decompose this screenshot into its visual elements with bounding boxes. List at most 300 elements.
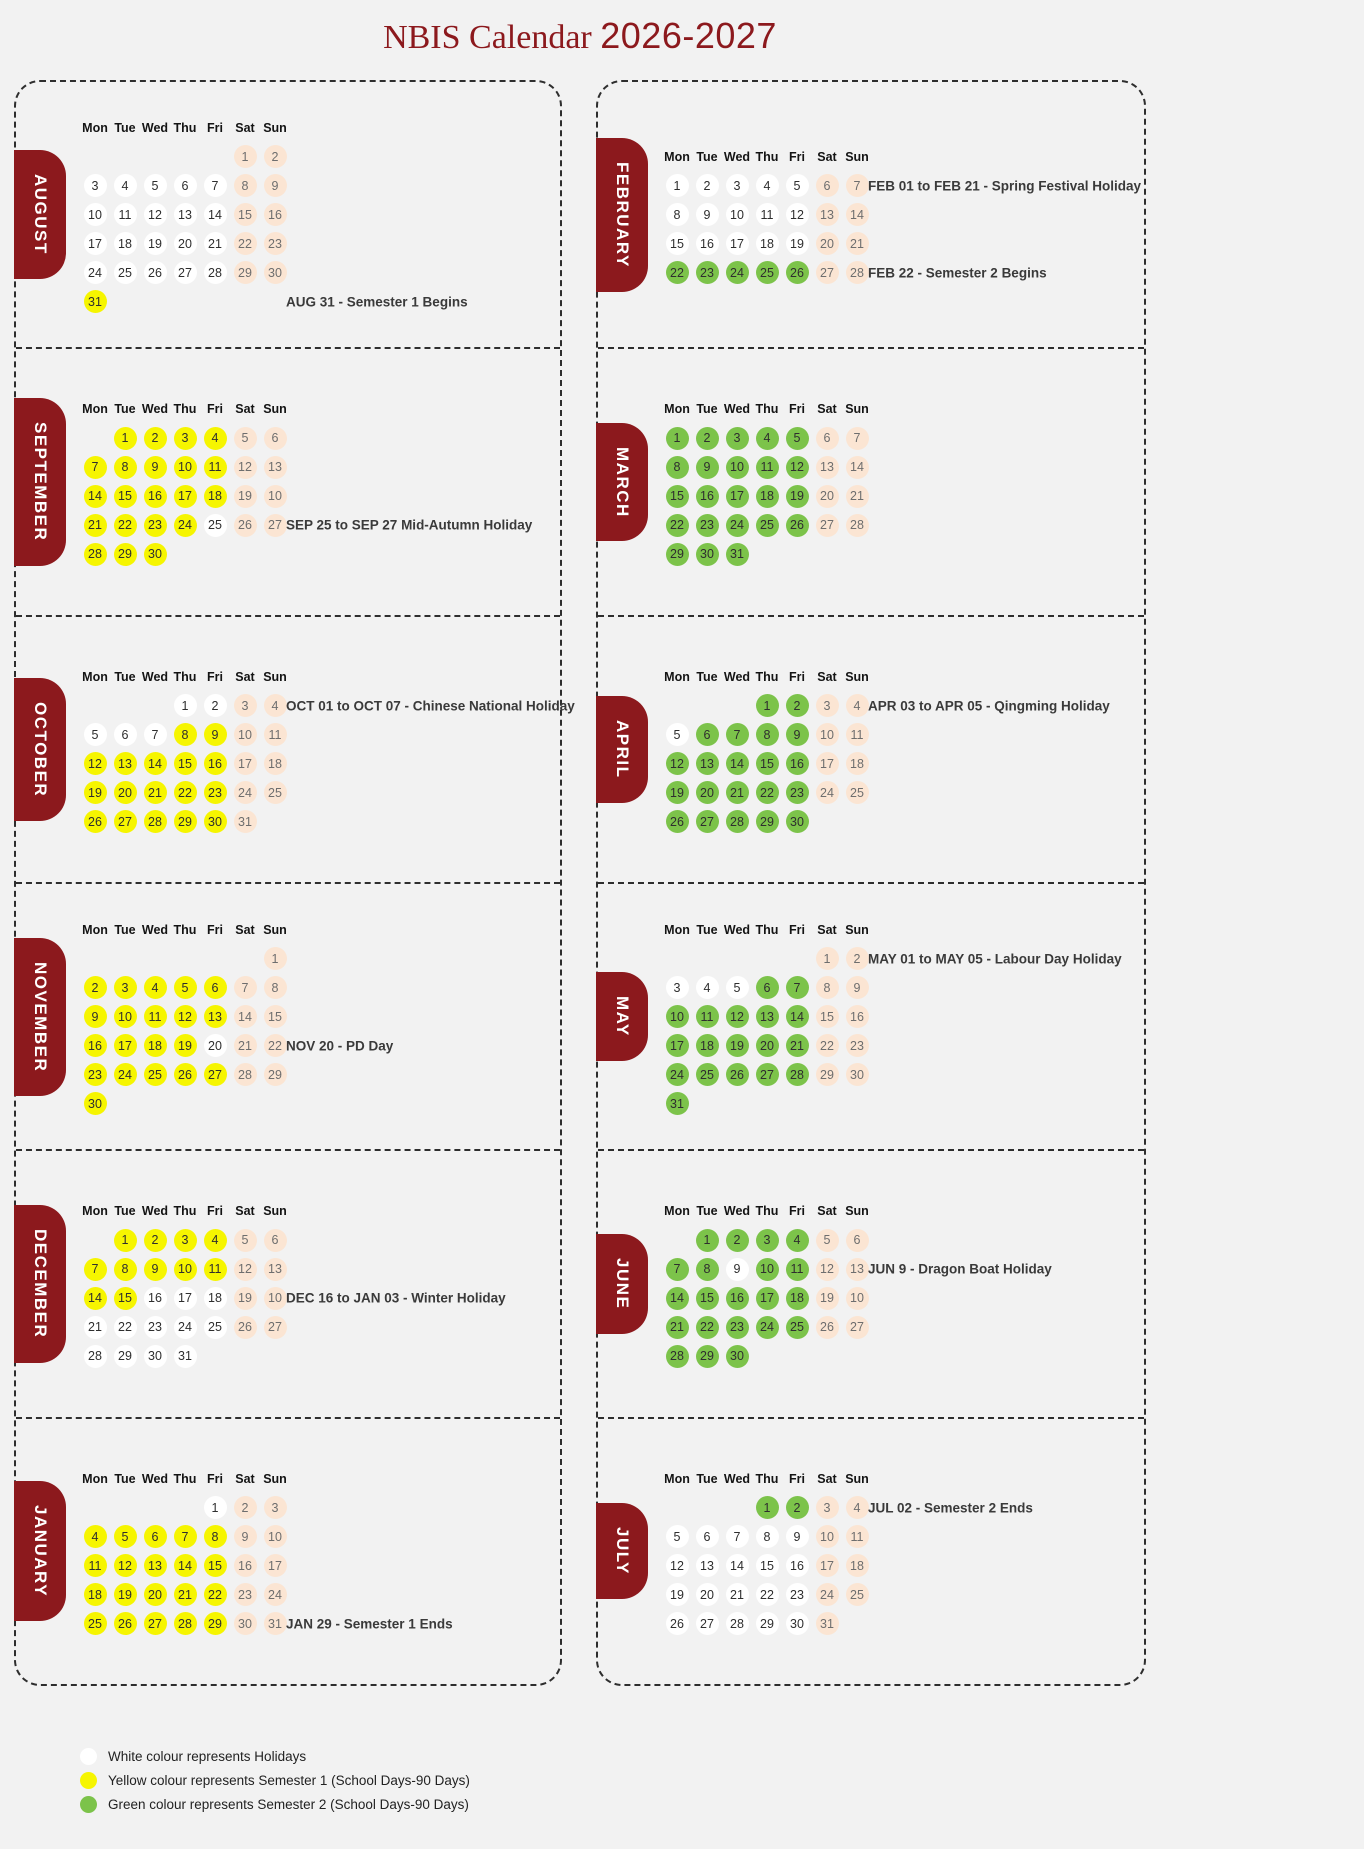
day-cell xyxy=(110,145,140,168)
day-cell xyxy=(812,1258,842,1281)
day-cell xyxy=(140,203,170,226)
day-cell xyxy=(80,1229,110,1252)
day-circle: 16 xyxy=(786,1554,809,1577)
weekday-label: Mon xyxy=(664,1471,690,1486)
day-cell xyxy=(110,1525,140,1548)
day-circle: 15 xyxy=(174,752,197,775)
day-circle: 19 xyxy=(234,485,257,508)
week-row xyxy=(662,424,872,453)
day-cell xyxy=(722,543,752,566)
day-circle: 14 xyxy=(84,1287,107,1310)
day-empty xyxy=(234,1092,257,1115)
day-circle: 5 xyxy=(84,723,107,746)
day-cell xyxy=(170,1258,200,1281)
week-row xyxy=(80,973,290,1002)
day-cell xyxy=(200,1005,230,1028)
weekday-label: Fri xyxy=(789,1204,805,1219)
day-circle: 5 xyxy=(786,174,809,197)
day-empty xyxy=(204,1092,227,1115)
day-circle: 21 xyxy=(846,232,869,255)
day-cell xyxy=(782,947,812,970)
day-circle: 29 xyxy=(816,1063,839,1086)
day-circle: 10 xyxy=(114,1005,137,1028)
month-february xyxy=(598,82,1144,347)
day-circle: 3 xyxy=(114,976,137,999)
month-note: FEB 22 - Semester 2 Begins xyxy=(868,265,1047,281)
weekday-label: Tue xyxy=(696,669,718,684)
day-cell xyxy=(230,976,260,999)
day-circle: 1 xyxy=(666,174,689,197)
day-cell xyxy=(722,485,752,508)
day-cell xyxy=(140,1583,170,1606)
day-cell xyxy=(842,1287,872,1310)
day-cell xyxy=(260,1583,290,1606)
day-empty xyxy=(174,947,197,970)
month-april xyxy=(598,615,1144,882)
day-cell xyxy=(170,261,200,284)
day-circle: 26 xyxy=(144,261,167,284)
day-circle: 22 xyxy=(666,514,689,537)
day-cell xyxy=(782,1258,812,1281)
day-circle: 19 xyxy=(666,1583,689,1606)
day-cell xyxy=(662,1525,692,1548)
month-tab: MARCH xyxy=(596,423,648,542)
day-cell xyxy=(200,203,230,226)
day-circle: 2 xyxy=(204,694,227,717)
day-circle: 28 xyxy=(84,543,107,566)
day-circle: 29 xyxy=(234,261,257,284)
day-cell xyxy=(140,1316,170,1339)
weekday-label: Wed xyxy=(723,1204,751,1219)
day-empty xyxy=(666,947,689,970)
day-circle: 11 xyxy=(786,1258,809,1281)
day-cell xyxy=(722,1034,752,1057)
day-circle: 30 xyxy=(84,1092,107,1115)
day-cell xyxy=(80,1612,110,1635)
day-circle: 25 xyxy=(204,1316,227,1339)
day-circle: 21 xyxy=(846,485,869,508)
weekday-label: Mon xyxy=(82,669,108,684)
day-circle: 27 xyxy=(264,1316,287,1339)
day-cell xyxy=(80,261,110,284)
weekday-header xyxy=(662,395,872,424)
day-empty xyxy=(84,145,107,168)
weekday-label: Thu xyxy=(755,1471,779,1486)
week-row xyxy=(80,1226,290,1255)
day-cell xyxy=(782,485,812,508)
day-circle: 12 xyxy=(816,1258,839,1281)
day-cell xyxy=(662,174,692,197)
day-empty xyxy=(234,1345,257,1368)
day-circle: 23 xyxy=(696,261,719,284)
day-circle: 5 xyxy=(174,976,197,999)
day-circle: 23 xyxy=(786,781,809,804)
day-cell xyxy=(692,1287,722,1310)
day-cell xyxy=(170,1034,200,1057)
day-empty xyxy=(666,1229,689,1252)
weekday-label: Sun xyxy=(845,1204,869,1219)
day-circle: 15 xyxy=(114,1287,137,1310)
day-circle: 23 xyxy=(144,1316,167,1339)
weekday-label: Wed xyxy=(141,120,169,135)
weekday-label: Fri xyxy=(207,120,223,135)
legend-row-holidays xyxy=(80,1744,1364,1768)
day-circle: 8 xyxy=(204,1525,227,1548)
day-cell xyxy=(170,232,200,255)
day-cell xyxy=(692,232,722,255)
legend-row-semester2 xyxy=(80,1792,1364,1816)
day-empty xyxy=(114,947,137,970)
week-row xyxy=(80,720,290,749)
day-cell xyxy=(662,485,692,508)
day-circle: 22 xyxy=(204,1583,227,1606)
week-row xyxy=(662,1226,872,1255)
day-cell xyxy=(692,1063,722,1086)
day-circle: 26 xyxy=(816,1316,839,1339)
week-row xyxy=(80,1002,290,1031)
week-row xyxy=(662,482,872,511)
week-row xyxy=(662,200,872,229)
weekday-label: Wed xyxy=(723,922,751,937)
day-cell xyxy=(812,1034,842,1057)
day-cell xyxy=(230,232,260,255)
day-circle: 29 xyxy=(666,543,689,566)
day-circle: 19 xyxy=(816,1287,839,1310)
month-note: APR 03 to APR 05 - Qingming Holiday xyxy=(868,698,1110,714)
day-cell xyxy=(200,232,230,255)
month-tab: SEPTEMBER xyxy=(14,398,66,565)
day-circle: 12 xyxy=(84,752,107,775)
holiday-color-dot xyxy=(80,1748,97,1765)
day-circle: 11 xyxy=(696,1005,719,1028)
week-row xyxy=(80,1089,290,1118)
day-cell xyxy=(110,1316,140,1339)
day-empty xyxy=(264,810,287,833)
day-circle: 14 xyxy=(144,752,167,775)
weekday-label: Sat xyxy=(817,922,837,937)
day-cell xyxy=(812,1525,842,1548)
day-cell xyxy=(80,232,110,255)
day-circle: 4 xyxy=(756,174,779,197)
day-circle: 27 xyxy=(174,261,197,284)
day-circle: 23 xyxy=(144,514,167,537)
month-note: SEP 25 to SEP 27 Mid-Autumn Holiday xyxy=(286,517,533,533)
day-cell xyxy=(692,723,722,746)
day-empty xyxy=(84,1229,107,1252)
week-row xyxy=(662,778,872,807)
day-cell xyxy=(722,1005,752,1028)
day-circle: 5 xyxy=(234,427,257,450)
week-row xyxy=(80,1313,290,1342)
day-circle: 13 xyxy=(264,456,287,479)
day-circle: 21 xyxy=(726,1583,749,1606)
day-cell xyxy=(842,485,872,508)
day-circle: 2 xyxy=(696,427,719,450)
weekday-label: Mon xyxy=(664,669,690,684)
day-cell xyxy=(200,145,230,168)
day-empty xyxy=(816,543,839,566)
day-circle: 9 xyxy=(786,1525,809,1548)
day-cell xyxy=(110,232,140,255)
week-row xyxy=(662,1551,872,1580)
day-circle: 13 xyxy=(174,203,197,226)
day-circle: 12 xyxy=(234,456,257,479)
day-cell xyxy=(230,145,260,168)
day-circle: 3 xyxy=(726,427,749,450)
day-circle: 9 xyxy=(84,1005,107,1028)
month-december xyxy=(16,1149,560,1416)
day-circle: 4 xyxy=(204,427,227,450)
day-cell xyxy=(140,810,170,833)
day-cell xyxy=(80,1316,110,1339)
day-cell xyxy=(260,752,290,775)
day-circle: 22 xyxy=(174,781,197,804)
week-row xyxy=(662,973,872,1002)
month-grid xyxy=(80,662,575,836)
day-circle: 18 xyxy=(756,485,779,508)
day-circle: 23 xyxy=(264,232,287,255)
month-note: NOV 20 - PD Day xyxy=(286,1038,394,1054)
day-circle: 6 xyxy=(816,174,839,197)
legend-label: Green colour represents Semester 2 (School Days-90 Days) xyxy=(108,1796,469,1812)
day-circle: 10 xyxy=(666,1005,689,1028)
week-row xyxy=(662,720,872,749)
day-circle: 5 xyxy=(666,723,689,746)
day-circle: 17 xyxy=(264,1554,287,1577)
day-circle: 27 xyxy=(756,1063,779,1086)
day-cell xyxy=(80,1258,110,1281)
day-circle: 18 xyxy=(264,752,287,775)
day-cell xyxy=(140,1496,170,1519)
month-tab: NOVEMBER xyxy=(14,938,66,1096)
day-circle: 19 xyxy=(84,781,107,804)
day-cell xyxy=(842,781,872,804)
day-circle: 22 xyxy=(666,261,689,284)
month-grid xyxy=(80,395,533,569)
day-circle: 7 xyxy=(846,174,869,197)
day-cell xyxy=(812,1554,842,1577)
week-row xyxy=(662,1493,1033,1522)
day-circle: 7 xyxy=(234,976,257,999)
day-cell xyxy=(230,203,260,226)
day-cell xyxy=(662,514,692,537)
day-cell xyxy=(662,261,692,284)
weekday-label: Tue xyxy=(696,149,718,164)
day-cell xyxy=(692,1554,722,1577)
day-cell xyxy=(692,810,722,833)
day-circle: 10 xyxy=(846,1287,869,1310)
day-cell xyxy=(662,1092,692,1115)
day-cell xyxy=(110,1345,140,1368)
day-circle: 2 xyxy=(144,1229,167,1252)
day-cell xyxy=(140,1034,170,1057)
day-empty xyxy=(144,1496,167,1519)
day-empty xyxy=(234,290,257,313)
day-circle: 4 xyxy=(846,1496,869,1519)
day-cell xyxy=(80,1525,110,1548)
weekday-label: Thu xyxy=(755,1204,779,1219)
semester2-color-dot xyxy=(80,1796,97,1813)
day-cell xyxy=(200,261,230,284)
day-circle: 18 xyxy=(696,1034,719,1057)
month-note: OCT 01 to OCT 07 - Chinese National Holiday xyxy=(286,698,575,714)
day-circle: 10 xyxy=(756,1258,779,1281)
day-cell xyxy=(140,543,170,566)
day-cell xyxy=(80,427,110,450)
day-circle: 8 xyxy=(234,174,257,197)
day-cell xyxy=(782,781,812,804)
day-circle: 5 xyxy=(144,174,167,197)
day-cell xyxy=(842,1554,872,1577)
day-cell xyxy=(752,1612,782,1635)
day-cell xyxy=(722,203,752,226)
day-empty xyxy=(726,947,749,970)
day-cell xyxy=(200,1554,230,1577)
day-cell xyxy=(842,1229,872,1252)
day-circle: 11 xyxy=(114,203,137,226)
day-cell xyxy=(110,1612,140,1635)
day-circle: 30 xyxy=(234,1612,257,1635)
day-circle: 18 xyxy=(786,1287,809,1310)
day-cell xyxy=(782,1287,812,1310)
day-cell xyxy=(782,1229,812,1252)
day-cell xyxy=(110,261,140,284)
week-row xyxy=(662,807,872,836)
legend-row-semester1 xyxy=(80,1768,1364,1792)
day-cell xyxy=(110,810,140,833)
day-cell xyxy=(110,1005,140,1028)
day-circle: 2 xyxy=(696,174,719,197)
day-cell xyxy=(260,1063,290,1086)
day-cell xyxy=(80,1583,110,1606)
day-circle: 29 xyxy=(756,1612,779,1635)
day-cell xyxy=(842,1612,872,1635)
day-empty xyxy=(144,947,167,970)
day-cell xyxy=(662,694,692,717)
day-circle: 17 xyxy=(174,1287,197,1310)
week-row xyxy=(80,424,290,453)
weekday-label: Sun xyxy=(263,1471,287,1486)
day-cell xyxy=(140,752,170,775)
day-circle: 13 xyxy=(114,752,137,775)
day-circle: 3 xyxy=(234,694,257,717)
day-cell xyxy=(662,456,692,479)
day-circle: 22 xyxy=(114,1316,137,1339)
day-circle: 2 xyxy=(786,694,809,717)
day-cell xyxy=(140,723,170,746)
day-cell xyxy=(782,1583,812,1606)
day-cell xyxy=(842,723,872,746)
day-circle: 5 xyxy=(114,1525,137,1548)
day-cell xyxy=(140,261,170,284)
day-cell xyxy=(110,1287,140,1310)
day-cell xyxy=(782,514,812,537)
day-circle: 30 xyxy=(696,543,719,566)
day-empty xyxy=(84,947,107,970)
day-circle: 27 xyxy=(114,810,137,833)
day-circle: 9 xyxy=(696,203,719,226)
month-grid xyxy=(662,1197,1052,1371)
day-circle: 21 xyxy=(786,1034,809,1057)
day-circle: 15 xyxy=(114,485,137,508)
month-tab: JANUARY xyxy=(14,1481,66,1621)
day-empty xyxy=(204,947,227,970)
weekday-label: Thu xyxy=(173,120,197,135)
day-circle: 10 xyxy=(726,203,749,226)
day-cell xyxy=(752,1063,782,1086)
month-note: DEC 16 to JAN 03 - Winter Holiday xyxy=(286,1290,506,1306)
day-cell xyxy=(752,485,782,508)
month-grid xyxy=(662,915,1122,1118)
day-cell xyxy=(230,723,260,746)
week-row xyxy=(80,287,468,316)
day-circle: 27 xyxy=(846,1316,869,1339)
day-circle: 22 xyxy=(756,781,779,804)
day-cell xyxy=(782,174,812,197)
day-circle: 19 xyxy=(726,1034,749,1057)
week-row xyxy=(80,511,533,540)
day-cell xyxy=(200,1316,230,1339)
weekday-label: Tue xyxy=(696,402,718,417)
day-cell xyxy=(200,174,230,197)
day-circle: 22 xyxy=(816,1034,839,1057)
day-cell xyxy=(662,427,692,450)
day-cell xyxy=(722,1554,752,1577)
weekday-label: Fri xyxy=(789,922,805,937)
day-circle: 1 xyxy=(696,1229,719,1252)
day-cell xyxy=(812,976,842,999)
day-cell xyxy=(812,1345,842,1368)
day-cell xyxy=(692,543,722,566)
day-cell xyxy=(752,1583,782,1606)
day-cell xyxy=(662,1034,692,1057)
day-circle: 6 xyxy=(174,174,197,197)
day-cell xyxy=(692,485,722,508)
day-circle: 11 xyxy=(756,456,779,479)
day-circle: 11 xyxy=(144,1005,167,1028)
day-circle: 15 xyxy=(666,232,689,255)
weekday-label: Sun xyxy=(263,402,287,417)
weekday-label: Sat xyxy=(235,120,255,135)
day-circle: 20 xyxy=(174,232,197,255)
day-cell xyxy=(692,1005,722,1028)
day-cell xyxy=(260,261,290,284)
day-empty xyxy=(264,1092,287,1115)
day-cell xyxy=(842,976,872,999)
day-cell xyxy=(230,1258,260,1281)
day-circle: 25 xyxy=(696,1063,719,1086)
day-cell xyxy=(722,456,752,479)
week-row xyxy=(80,200,290,229)
day-cell xyxy=(170,203,200,226)
day-cell xyxy=(140,1063,170,1086)
day-circle: 24 xyxy=(726,261,749,284)
month-grid xyxy=(80,1464,453,1638)
day-cell xyxy=(140,1229,170,1252)
day-cell xyxy=(722,752,752,775)
day-cell xyxy=(80,694,110,717)
day-cell xyxy=(170,947,200,970)
day-cell xyxy=(752,1525,782,1548)
day-cell xyxy=(782,1496,812,1519)
day-cell xyxy=(692,947,722,970)
day-cell xyxy=(722,1612,752,1635)
day-cell xyxy=(782,1345,812,1368)
day-circle: 17 xyxy=(114,1034,137,1057)
day-cell xyxy=(812,1583,842,1606)
week-row xyxy=(80,1255,290,1284)
day-cell xyxy=(200,694,230,717)
